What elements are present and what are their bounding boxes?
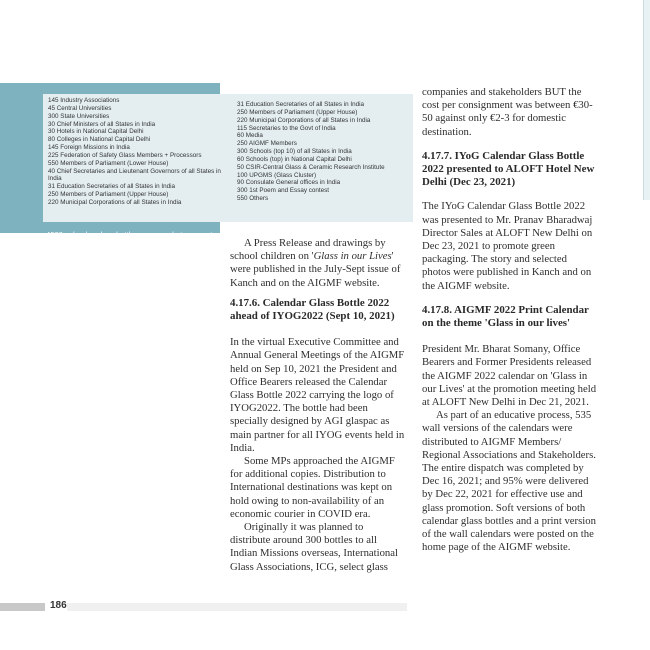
list-item: 145 Foreign Missions in India (48, 144, 130, 152)
paragraph: Originally it was planned to distribute around 300 bottles to all Indian Missions overseas, International Glass Associations, ICG, select glass (230, 521, 398, 573)
list-item: 250 AIGMF Members (237, 140, 297, 148)
list-item: 45 Central Universities (48, 104, 112, 112)
distribution-list-right (237, 101, 409, 203)
footer-bar-right (67, 603, 407, 611)
paragraph: As part of an educative process, 535 wall versions of the calendars were distributed to AIGMF Members/ Regional Associations and Stakeholders. The entire dispatch was completed by Dec 16, 2021; and 95% were delivered by Dec 22, 2021 for effective use and glass promotion. Soft versions of both calendar glass bottles and a print version of the wall calendars were posted on the home page of the AIGMF website. (422, 409, 596, 554)
list-item: 300 1st Poem and Essay contest (237, 187, 330, 195)
list-item: 60 Media (237, 132, 263, 140)
list-item: 30 Hotels in National Capital Delhi (48, 128, 144, 136)
list-item: 31 Education Secretaries of all States in India (48, 183, 176, 191)
section-heading: 4.17.7. IYoG Calendar Glass Bottle 2022 presented to ALOFT Hotel New Delhi (Dec 23, 2021) (422, 149, 595, 189)
list-item: 40 Chief Secretaries and Lieutenant Governors of all States in India (48, 167, 221, 183)
list-item: 250 Members of Parliament (Upper House) (237, 108, 358, 116)
right-column (422, 86, 597, 555)
paragraph: A Press Release and drawings by school children on 'Glass in our Lives' were published in the July-Sept issue of Kanch and on the AIGMF website. (230, 237, 401, 289)
list-item: 50 CSIR-Central Glass & Ceramic Research Institute (237, 163, 385, 171)
list-item: 115 Secretaries to the Govt of India (237, 124, 336, 132)
list-item: 220 Municipal Corporations of all States in India (48, 198, 182, 206)
list-item: 250 Members of Parliament (Upper House) (48, 191, 169, 199)
list-item: 300 State Universities (48, 112, 110, 120)
paragraph: In the virtual Executive Committee and Annual General Meetings of the AIGMF held on Sep 10, 2021 the President and Office Bearers released the Calendar Glass Bottle 2022 carrying the logo of IYOG2022. The bottle had been specially designed by AGI glaspac as main partner for all IYOG events held in India. (230, 336, 405, 454)
section-heading: 4.17.6. Calendar Glass Bottle 2022 ahead of IYOG2022 (Sept 10, 2021) (230, 296, 395, 323)
middle-column (230, 237, 405, 574)
page-edge-strip (644, 0, 650, 200)
list-item: 30 Chief Ministers of all States in India (48, 120, 156, 128)
list-item: 80 Colleges in National Capital Delhi (48, 136, 151, 144)
list-item: 225 Federation of Safety Glass Members + Processors (48, 151, 202, 159)
panel-caption: 4000 calendar glass bottles were made to promote glass and distributed as follows. (46, 230, 217, 249)
list-item: 550 Members of Parliament (Lower House) (48, 159, 169, 167)
list-item: 100 UPGMS (Glass Cluster) (237, 171, 317, 179)
list-item: 90 Consulate General offices in India (237, 179, 341, 187)
list-item: 60 Schools (top) in National Capital Delhi (237, 155, 352, 163)
paragraph: companies and stakeholders BUT the cost per consignment was between €30-50 against only €2-3 for domestic destination. (422, 86, 593, 138)
paragraph: President Mr. Bharat Somany, Office Bearers and Former Presidents released the AIGMF 2022 calendar on 'Glass in our Lives' at the promotion meeting held at ALOFT New Delhi in Dec 21, 2021. (422, 343, 597, 409)
distribution-list-left (48, 97, 226, 207)
list-item: 220 Municipal Corporations of all States in India (237, 116, 371, 124)
page-number: 186 (50, 600, 67, 611)
list-item: 31 Education Secretaries of all States in India (237, 101, 365, 108)
list-item: 550 Others (237, 195, 269, 203)
paragraph: The IYoG Calendar Glass Bottle 2022 was presented to Mr. Pranav Bharadwaj Director Sales at ALOFT New Delhi on Dec 23, 2021 to promote green packaging. The story and selected photos were published in Kanch and on the AIGMF website. (422, 200, 593, 292)
list-item: 300 Schools (top 10) of all States in India (237, 148, 352, 156)
list-item: 145 Industry Associations (48, 97, 120, 104)
paragraph: Some MPs approached the AIGMF for additional copies. Distribution to International destinations was kept on hold owing to non-availability of an economic courier in COVID era. (230, 455, 395, 520)
section-heading: 4.17.8. AIGMF 2022 Print Calendar on the theme 'Glass in our lives' (422, 303, 589, 330)
footer-bar-left (0, 603, 45, 611)
